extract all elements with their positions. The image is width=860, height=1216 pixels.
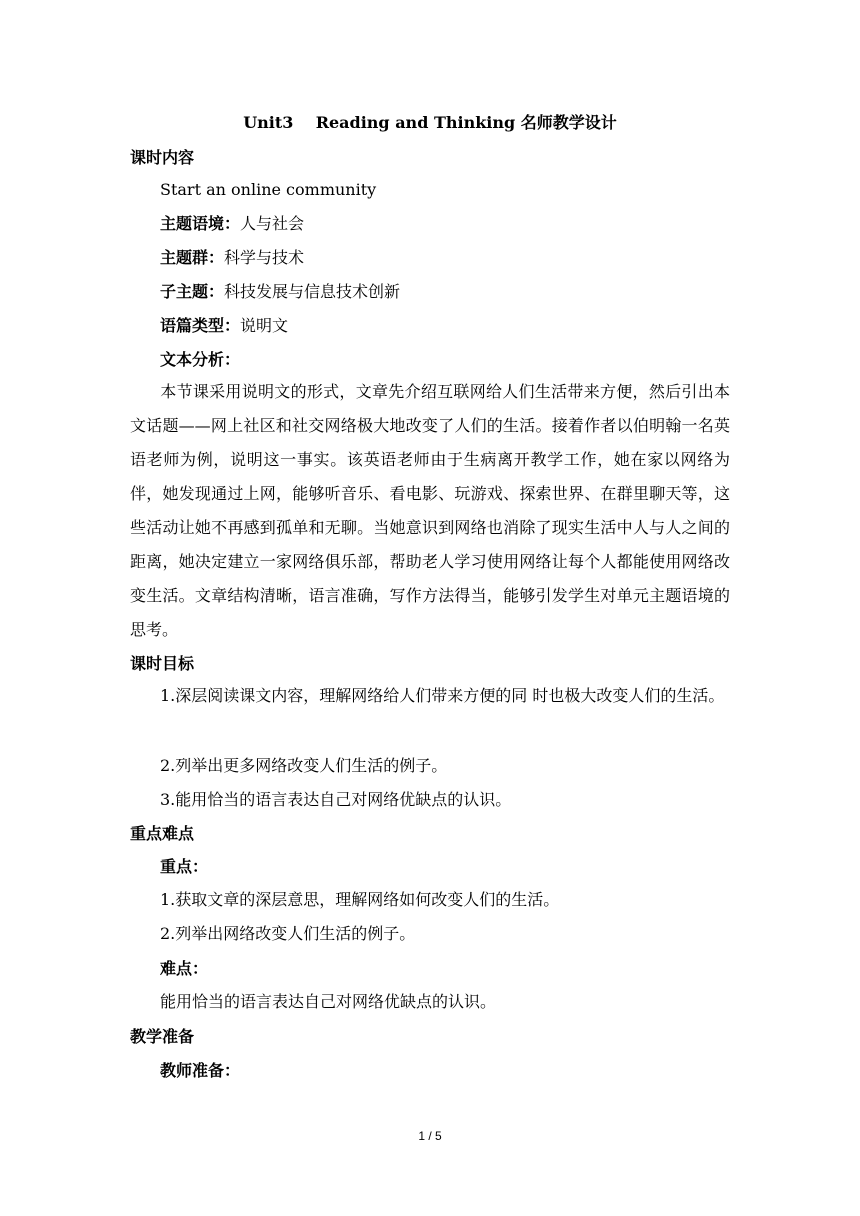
key-point-1: 1.获取文章的深层意思，理解网络如何改变人们的生活。	[160, 890, 560, 909]
theme-group-row	[160, 246, 304, 270]
section-heading-teaching-prep: 教学准备	[130, 1027, 195, 1046]
text-type-value: 说明文	[240, 316, 289, 335]
section-heading-key-points: 重点难点	[130, 824, 195, 843]
text-analysis-body: 本节课采用说明文的形式，文章先介绍互联网给人们生活带来方便，然后引出本文话题——网上社区和社交网络极大地改变了人们的生活。接着作者以伯明翰一名英语老师为例，说明这一事实。该英语老师由于生病离开教学工作，她在家以网络为伴，她发现通过上网，能够听音乐、看电影、玩游戏、探索世界、在群里聊天等，这些活动让她不再感到孤单和无聊。当她意识到网络也消除了现实生活中人与人之间的距离，她决定建立一家网络俱乐部，帮助老人学习使用网络让每个人都能使用网络改变生活。文章结构清晰，语言准确，写作方法得当，能够引发学生对单元主题语境的思考。	[130, 382, 730, 639]
sub-theme-value: 科技发展与信息技术创新	[224, 282, 401, 301]
text-analysis-paragraph	[130, 375, 730, 647]
section-heading-lesson-content: 课时内容	[130, 148, 195, 167]
goal-1: 1.深层阅读课文内容，理解网络给人们带来方便的同 时也极大改变人们的生活。	[160, 686, 725, 705]
theme-group-value: 科学与技术	[224, 248, 305, 267]
text-analysis-label: 文本分析：	[160, 350, 241, 369]
theme-context-label: 主题语境：	[160, 214, 241, 233]
lesson-topic: Start an online community	[160, 180, 377, 199]
goal-2: 2.列举出更多网络改变人们生活的例子。	[160, 756, 448, 775]
page-number: 1 / 5	[418, 1129, 442, 1143]
goal-3: 3.能用恰当的语言表达自己对网络优缺点的认识。	[160, 790, 512, 809]
sub-theme-label: 子主题：	[160, 282, 225, 301]
theme-context-row	[160, 212, 304, 236]
theme-context-value: 人与社会	[240, 214, 305, 233]
key-points-label: 重点：	[160, 857, 209, 876]
difficulty-label: 难点：	[160, 959, 209, 978]
document-title: Unit3 Reading and Thinking 名师教学设计	[243, 113, 617, 132]
teacher-prep-label: 教师准备：	[160, 1061, 241, 1080]
goal-1-paragraph	[130, 679, 730, 713]
text-type-row	[160, 314, 288, 338]
text-type-label: 语篇类型：	[160, 316, 241, 335]
section-heading-lesson-goals: 课时目标	[130, 654, 195, 673]
sub-theme-row	[160, 280, 400, 304]
difficulty-point-1: 能用恰当的语言表达自己对网络优缺点的认识。	[160, 992, 497, 1011]
key-point-2: 2.列举出网络改变人们生活的例子。	[160, 924, 416, 943]
theme-group-label: 主题群：	[160, 248, 225, 267]
